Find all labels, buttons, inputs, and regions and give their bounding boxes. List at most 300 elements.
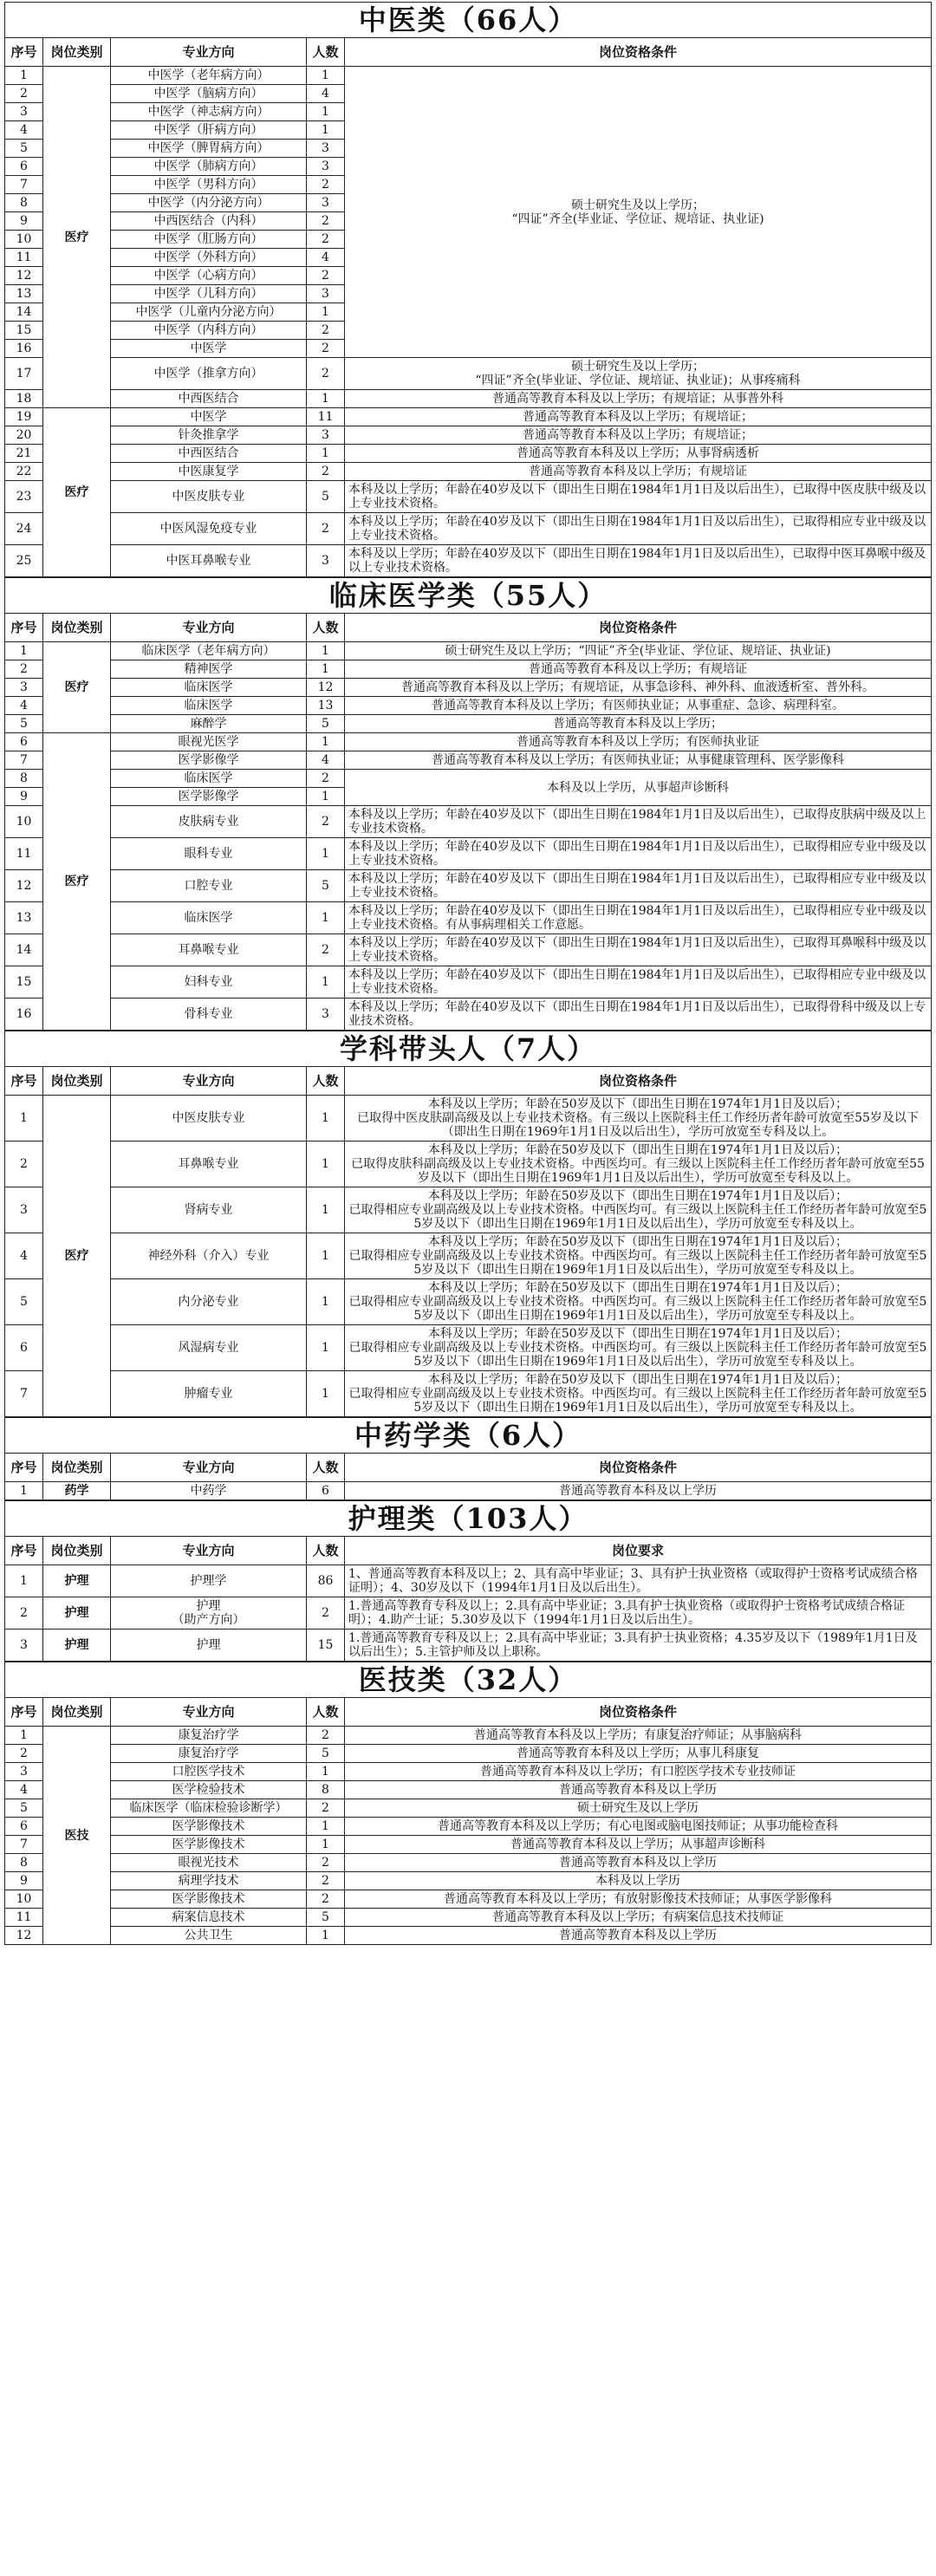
table-row xyxy=(5,660,932,679)
header-major: 专业方向 xyxy=(111,1067,307,1096)
row-major: 中医学（脑病方向） xyxy=(111,85,307,103)
table-row xyxy=(5,870,932,902)
row-requirements: 1、普通高等教育本科及以上；2、具有高中毕业证；3、具有护士执业资格（或取得护士资格考试成绩合格证明）；4、30岁及以下（1994年1月1日及以后出生）。 xyxy=(345,1565,932,1597)
row-major: 内分泌专业 xyxy=(111,1279,307,1325)
row-count: 1 xyxy=(307,1096,345,1142)
row-major: 中医学（儿科方向） xyxy=(111,285,307,303)
section-2 xyxy=(4,1031,932,1417)
section-title: 临床医学类（55人） xyxy=(4,577,932,613)
row-count: 5 xyxy=(307,715,345,733)
row-requirements: 1.普通高等教育专科及以上；2.具有高中毕业证；3.具有护士执业资格；4.35岁及以下（1989年1月1日及以后出生）；5.主管护师及以上职称。 xyxy=(345,1630,932,1662)
row-count: 1 xyxy=(307,121,345,140)
header-category: 岗位类别 xyxy=(43,1067,111,1096)
row-major: 中医学（脾胃病方向） xyxy=(111,140,307,158)
header-count: 人数 xyxy=(307,1698,345,1727)
row-major: 医学影像学 xyxy=(111,751,307,770)
row-no: 12 xyxy=(5,870,43,902)
row-no: 24 xyxy=(5,513,43,545)
row-no: 15 xyxy=(5,322,43,340)
row-requirements: 普通高等教育本科及以上学历；有规培证 xyxy=(345,660,932,679)
row-count: 11 xyxy=(307,408,345,426)
row-major: 精神医学 xyxy=(111,660,307,679)
row-requirements: 硕士研究生及以上学历； “四证”齐全(毕业证、学位证、规培证、执业证)；从事疼痛科 xyxy=(345,358,932,390)
row-requirements: 硕士研究生及以上学历； “四证”齐全(毕业证、学位证、规培证、执业证) xyxy=(345,67,932,358)
row-category: 医技 xyxy=(43,1727,111,1945)
table-row xyxy=(5,642,932,660)
row-major: 医学影像技术 xyxy=(111,1836,307,1854)
table-row xyxy=(5,1279,932,1325)
row-major: 眼视光技术 xyxy=(111,1854,307,1872)
row-no: 5 xyxy=(5,1279,43,1325)
section-title: 护理类（103人） xyxy=(4,1500,932,1536)
table-row xyxy=(5,445,932,463)
row-major: 中医学（心病方向） xyxy=(111,267,307,285)
row-major: 病理学技术 xyxy=(111,1872,307,1890)
table-row xyxy=(5,1597,932,1630)
row-no: 6 xyxy=(5,1818,43,1836)
header-no: 序号 xyxy=(5,1454,43,1482)
row-no: 15 xyxy=(5,966,43,999)
table-row xyxy=(5,545,932,577)
section-5 xyxy=(4,1662,932,1945)
row-count: 2 xyxy=(307,212,345,231)
row-no: 1 xyxy=(5,642,43,660)
table-row xyxy=(5,1727,932,1745)
table-row xyxy=(5,966,932,999)
row-count: 2 xyxy=(307,231,345,249)
row-no: 18 xyxy=(5,390,43,408)
table-row xyxy=(5,513,932,545)
row-category: 护理 xyxy=(43,1630,111,1662)
row-no: 10 xyxy=(5,231,43,249)
section-3 xyxy=(4,1417,932,1500)
section-4 xyxy=(4,1500,932,1662)
row-count: 2 xyxy=(307,1799,345,1818)
row-requirements: 普通高等教育本科及以上学历；有心电图或脑电图技师证；从事功能检查科 xyxy=(345,1818,932,1836)
row-major: 中西医结合 xyxy=(111,390,307,408)
row-major: 临床医学 xyxy=(111,770,307,788)
row-no: 16 xyxy=(5,999,43,1031)
row-requirements: 本科及以上学历；年龄在50岁及以下（即出生日期在1974年1月1日及以后）； 已取得中医皮肤副高级及以上专业技术资格。有三级以上医院科主任工作经历者年龄可放宽至55岁及以下（即出生日期在1969年1月1日及以后出生），学历可放宽至专科及以上。 xyxy=(345,1096,932,1142)
row-requirements: 普通高等教育本科及以上学历；有医师执业证 xyxy=(345,733,932,751)
row-count: 1 xyxy=(307,303,345,322)
row-count: 3 xyxy=(307,285,345,303)
row-major: 康复治疗学 xyxy=(111,1745,307,1763)
row-major: 中医康复学 xyxy=(111,463,307,481)
row-count: 12 xyxy=(307,679,345,697)
row-count: 5 xyxy=(307,1909,345,1927)
section-table xyxy=(4,37,932,577)
header-row xyxy=(5,1454,932,1482)
table-row xyxy=(5,1325,932,1371)
header-major: 专业方向 xyxy=(111,614,307,642)
row-no: 3 xyxy=(5,103,43,121)
row-major: 中医学（推拿方向） xyxy=(111,358,307,390)
row-count: 2 xyxy=(307,1890,345,1909)
row-no: 12 xyxy=(5,267,43,285)
section-table xyxy=(4,1066,932,1417)
row-major: 口腔医学技术 xyxy=(111,1763,307,1781)
row-no: 11 xyxy=(5,249,43,267)
header-row xyxy=(5,614,932,642)
section-table xyxy=(4,1697,932,1945)
row-major: 临床医学 xyxy=(111,902,307,934)
row-major: 耳鼻喉专业 xyxy=(111,1142,307,1187)
header-requirements: 岗位资格条件 xyxy=(345,1454,932,1482)
row-count: 3 xyxy=(307,140,345,158)
header-category: 岗位类别 xyxy=(43,1698,111,1727)
row-requirements: 普通高等教育本科及以上学历；有规培证，从事急诊科、神外科、血液透析室、普外科。 xyxy=(345,679,932,697)
header-major: 专业方向 xyxy=(111,38,307,67)
header-row xyxy=(5,1537,932,1565)
row-count: 3 xyxy=(307,545,345,577)
section-title: 中医类（66人） xyxy=(4,2,932,37)
row-major: 中药学 xyxy=(111,1482,307,1500)
header-count: 人数 xyxy=(307,38,345,67)
table-row xyxy=(5,1371,932,1417)
header-category: 岗位类别 xyxy=(43,1537,111,1565)
table-row xyxy=(5,679,932,697)
header-requirements: 岗位资格条件 xyxy=(345,614,932,642)
section-table xyxy=(4,1536,932,1662)
row-no: 9 xyxy=(5,1872,43,1890)
table-row xyxy=(5,1233,932,1279)
row-count: 1 xyxy=(307,902,345,934)
section-0 xyxy=(4,2,932,577)
row-no: 10 xyxy=(5,1890,43,1909)
row-no: 16 xyxy=(5,340,43,358)
row-no: 7 xyxy=(5,1836,43,1854)
row-major: 中医学（神志病方向） xyxy=(111,103,307,121)
table-row xyxy=(5,733,932,751)
row-major: 口腔专业 xyxy=(111,870,307,902)
header-requirements: 岗位资格条件 xyxy=(345,1698,932,1727)
row-count: 2 xyxy=(307,770,345,788)
row-count: 1 xyxy=(307,642,345,660)
header-major: 专业方向 xyxy=(111,1537,307,1565)
row-no: 7 xyxy=(5,176,43,194)
row-no: 23 xyxy=(5,481,43,513)
header-requirements: 岗位资格条件 xyxy=(345,38,932,67)
table-row xyxy=(5,770,932,788)
row-major: 医学影像技术 xyxy=(111,1890,307,1909)
row-major: 中医学（内分泌方向） xyxy=(111,194,307,212)
row-no: 2 xyxy=(5,85,43,103)
row-requirements: 普通高等教育本科及以上学历 xyxy=(345,1781,932,1799)
row-major: 公共卫生 xyxy=(111,1927,307,1945)
row-major: 临床医学（老年病方向） xyxy=(111,642,307,660)
row-count: 3 xyxy=(307,426,345,445)
row-count: 1 xyxy=(307,838,345,870)
table-row xyxy=(5,1565,932,1597)
row-requirements: 普通高等教育本科及以上学历；有医师执业证；从事健康管理科、医学影像科 xyxy=(345,751,932,770)
row-major: 肾病专业 xyxy=(111,1187,307,1233)
section-table xyxy=(4,613,932,1031)
table-row xyxy=(5,999,932,1031)
table-row xyxy=(5,1927,932,1945)
table-row xyxy=(5,838,932,870)
row-count: 1 xyxy=(307,1371,345,1417)
row-count: 2 xyxy=(307,176,345,194)
row-major: 耳鼻喉专业 xyxy=(111,934,307,966)
row-major: 临床医学 xyxy=(111,697,307,715)
row-count: 1 xyxy=(307,1818,345,1836)
row-major: 皮肤病专业 xyxy=(111,806,307,838)
row-no: 4 xyxy=(5,1781,43,1799)
header-no: 序号 xyxy=(5,1698,43,1727)
row-requirements: 普通高等教育本科及以上学历 xyxy=(345,1854,932,1872)
row-major: 中医学（外科方向） xyxy=(111,249,307,267)
table-row xyxy=(5,934,932,966)
row-count: 1 xyxy=(307,445,345,463)
row-requirements: 普通高等教育本科及以上学历；有规培证； xyxy=(345,408,932,426)
row-count: 2 xyxy=(307,358,345,390)
row-count: 5 xyxy=(307,870,345,902)
table-row xyxy=(5,902,932,934)
table-row xyxy=(5,1142,932,1187)
row-count: 5 xyxy=(307,1745,345,1763)
row-no: 7 xyxy=(5,1371,43,1417)
table-row xyxy=(5,1909,932,1927)
row-category: 医疗 xyxy=(43,408,111,577)
header-no: 序号 xyxy=(5,1067,43,1096)
row-no: 11 xyxy=(5,838,43,870)
row-count: 2 xyxy=(307,267,345,285)
row-category: 医疗 xyxy=(43,67,111,408)
header-row xyxy=(5,1698,932,1727)
row-count: 4 xyxy=(307,751,345,770)
row-no: 21 xyxy=(5,445,43,463)
row-requirements: 普通高等教育本科及以上学历；有病案信息技术技师证 xyxy=(345,1909,932,1927)
row-requirements: 普通高等教育本科及以上学历；有康复治疗师证；从事脑病科 xyxy=(345,1727,932,1745)
row-count: 4 xyxy=(307,85,345,103)
table-row xyxy=(5,1630,932,1662)
row-requirements: 本科及以上学历 xyxy=(345,1872,932,1890)
row-count: 5 xyxy=(307,481,345,513)
table-row xyxy=(5,1854,932,1872)
row-no: 3 xyxy=(5,1763,43,1781)
row-requirements: 普通高等教育本科及以上学历；有规培证 xyxy=(345,463,932,481)
row-major: 中医皮肤专业 xyxy=(111,1096,307,1142)
row-no: 13 xyxy=(5,902,43,934)
row-no: 9 xyxy=(5,212,43,231)
table-row xyxy=(5,358,932,390)
table-row xyxy=(5,806,932,838)
row-no: 5 xyxy=(5,715,43,733)
row-no: 7 xyxy=(5,751,43,770)
row-requirements: 本科及以上学历；年龄在50岁及以下（即出生日期在1974年1月1日及以后）； 已取得相应专业副高级及以上专业技术资格。中西医均可。有三级以上医院科主任工作经历者年龄可放宽至55岁及以下（即出生日期在1969年1月1日及以后出生），学历可放宽至专科及以上。 xyxy=(345,1187,932,1233)
row-no: 1 xyxy=(5,1096,43,1142)
row-no: 13 xyxy=(5,285,43,303)
row-count: 86 xyxy=(307,1565,345,1597)
row-major: 眼视光医学 xyxy=(111,733,307,751)
row-no: 8 xyxy=(5,770,43,788)
row-major: 中医学（老年病方向） xyxy=(111,67,307,85)
header-count: 人数 xyxy=(307,614,345,642)
header-major: 专业方向 xyxy=(111,1454,307,1482)
row-count: 1 xyxy=(307,1836,345,1854)
row-no: 9 xyxy=(5,788,43,806)
header-count: 人数 xyxy=(307,1067,345,1096)
row-no: 2 xyxy=(5,1597,43,1630)
row-no: 22 xyxy=(5,463,43,481)
table-row xyxy=(5,1890,932,1909)
row-count: 1 xyxy=(307,788,345,806)
row-no: 8 xyxy=(5,1854,43,1872)
row-major: 针灸推拿学 xyxy=(111,426,307,445)
row-requirements: 本科及以上学历；年龄在50岁及以下（即出生日期在1974年1月1日及以后）； 已取得相应专业副高级及以上专业技术资格。中西医均可。有三级以上医院科主任工作经历者年龄可放宽至55岁及以下（即出生日期在1969年1月1日及以后出生），学历可放宽至专科及以上。 xyxy=(345,1279,932,1325)
row-no: 1 xyxy=(5,1565,43,1597)
row-no: 14 xyxy=(5,934,43,966)
table-row xyxy=(5,1187,932,1233)
row-category: 护理 xyxy=(43,1565,111,1597)
row-major: 护理 xyxy=(111,1630,307,1662)
row-no: 14 xyxy=(5,303,43,322)
row-requirements: 硕士研究生及以上学历 xyxy=(345,1799,932,1818)
row-requirements: 本科及以上学历；年龄在40岁及以下（即出生日期在1984年1月1日及以后出生），已取得相应专业中级及以上专业技术资格。 xyxy=(345,838,932,870)
row-no: 1 xyxy=(5,1727,43,1745)
row-count: 3 xyxy=(307,999,345,1031)
table-row xyxy=(5,481,932,513)
row-major: 中医学（男科方向） xyxy=(111,176,307,194)
table-row xyxy=(5,1482,932,1500)
row-requirements: 本科及以上学历；年龄在50岁及以下（即出生日期在1974年1月1日及以后）； 已取得皮肤科副高级及以上专业技术资格。中西医均可。有三级以上医院科主任工作经历者年龄可放宽至55岁及以下（即出生日期在1969年1月1日及以后出生），学历可放宽至专科及以上。 xyxy=(345,1142,932,1187)
table-row xyxy=(5,1799,932,1818)
table-row xyxy=(5,1781,932,1799)
row-major: 眼科专业 xyxy=(111,838,307,870)
row-count: 1 xyxy=(307,1325,345,1371)
row-no: 10 xyxy=(5,806,43,838)
table-row xyxy=(5,426,932,445)
row-major: 麻醉学 xyxy=(111,715,307,733)
row-count: 1 xyxy=(307,1279,345,1325)
row-major: 中西医结合（内科） xyxy=(111,212,307,231)
row-no: 20 xyxy=(5,426,43,445)
row-major: 中医学（内科方向） xyxy=(111,322,307,340)
row-requirements: 本科及以上学历；年龄在40岁及以下（即出生日期在1984年1月1日及以后出生），已取得骨科中级及以上专业技术资格。 xyxy=(345,999,932,1031)
row-major: 医学影像学 xyxy=(111,788,307,806)
row-count: 1 xyxy=(307,1187,345,1233)
row-count: 2 xyxy=(307,1872,345,1890)
row-no: 11 xyxy=(5,1909,43,1927)
header-no: 序号 xyxy=(5,614,43,642)
row-requirements: 普通高等教育本科及以上学历；从事儿科康复 xyxy=(345,1745,932,1763)
row-major: 中医学（肛肠方向） xyxy=(111,231,307,249)
row-major: 病案信息技术 xyxy=(111,1909,307,1927)
row-count: 1 xyxy=(307,1763,345,1781)
row-major: 医学检验技术 xyxy=(111,1781,307,1799)
header-row xyxy=(5,1067,932,1096)
row-no: 2 xyxy=(5,1745,43,1763)
row-requirements: 普通高等教育本科及以上学历；从事超声诊断科 xyxy=(345,1836,932,1854)
section-title: 中药学类（6人） xyxy=(4,1417,932,1453)
row-requirements: 本科及以上学历，从事超声诊断科 xyxy=(345,770,932,806)
row-no: 5 xyxy=(5,1799,43,1818)
row-major: 康复治疗学 xyxy=(111,1727,307,1745)
row-count: 1 xyxy=(307,966,345,999)
header-count: 人数 xyxy=(307,1454,345,1482)
row-count: 2 xyxy=(307,934,345,966)
header-major: 专业方向 xyxy=(111,1698,307,1727)
row-requirements: 普通高等教育本科及以上学历；有放射影像技术技师证；从事医学影像科 xyxy=(345,1890,932,1909)
header-category: 岗位类别 xyxy=(43,614,111,642)
row-count: 3 xyxy=(307,194,345,212)
header-row xyxy=(5,38,932,67)
row-major: 临床医学（临床检验诊断学） xyxy=(111,1799,307,1818)
row-count: 2 xyxy=(307,1597,345,1630)
row-no: 12 xyxy=(5,1927,43,1945)
row-major: 护理学 xyxy=(111,1565,307,1597)
row-major: 中医学 xyxy=(111,340,307,358)
row-major: 中西医结合 xyxy=(111,445,307,463)
table-row xyxy=(5,1763,932,1781)
row-major: 神经外科（介入）专业 xyxy=(111,1233,307,1279)
header-no: 序号 xyxy=(5,38,43,67)
row-major: 中医学（肺病方向） xyxy=(111,158,307,176)
row-requirements: 普通高等教育本科及以上学历；从事肾病透析 xyxy=(345,445,932,463)
table-row xyxy=(5,715,932,733)
row-requirements: 普通高等教育本科及以上学历； xyxy=(345,715,932,733)
row-major: 肿瘤专业 xyxy=(111,1371,307,1417)
row-requirements: 本科及以上学历；年龄在40岁及以下（即出生日期在1984年1月1日及以后出生），已取得相应专业中级及以上专业技术资格。 xyxy=(345,513,932,545)
row-major: 妇科专业 xyxy=(111,966,307,999)
header-category: 岗位类别 xyxy=(43,38,111,67)
table-row xyxy=(5,697,932,715)
row-category: 医疗 xyxy=(43,1096,111,1417)
table-row xyxy=(5,751,932,770)
row-no: 3 xyxy=(5,1630,43,1662)
row-major: 中医学（儿童内分泌方向） xyxy=(111,303,307,322)
section-1 xyxy=(4,577,932,1031)
row-requirements: 普通高等教育本科及以上学历；有规培证；从事普外科 xyxy=(345,390,932,408)
header-requirements: 岗位要求 xyxy=(345,1537,932,1565)
row-no: 6 xyxy=(5,1325,43,1371)
row-major: 中医学（肝病方向） xyxy=(111,121,307,140)
row-count: 13 xyxy=(307,697,345,715)
row-no: 6 xyxy=(5,158,43,176)
row-no: 2 xyxy=(5,660,43,679)
row-no: 17 xyxy=(5,358,43,390)
section-title: 学科带头人（7人） xyxy=(4,1031,932,1066)
row-requirements: 普通高等教育本科及以上学历；有规培证； xyxy=(345,426,932,445)
row-major: 护理 （助产方向） xyxy=(111,1597,307,1630)
row-no: 2 xyxy=(5,1142,43,1187)
row-major: 临床医学 xyxy=(111,679,307,697)
row-no: 6 xyxy=(5,733,43,751)
header-category: 岗位类别 xyxy=(43,1454,111,1482)
row-count: 1 xyxy=(307,67,345,85)
row-count: 2 xyxy=(307,463,345,481)
row-major: 中医风湿免疫专业 xyxy=(111,513,307,545)
table-row xyxy=(5,1836,932,1854)
row-count: 1 xyxy=(307,733,345,751)
row-no: 19 xyxy=(5,408,43,426)
table-row xyxy=(5,1818,932,1836)
table-row xyxy=(5,463,932,481)
table-row xyxy=(5,1872,932,1890)
table-row xyxy=(5,408,932,426)
table-row xyxy=(5,1745,932,1763)
row-category: 医疗 xyxy=(43,642,111,733)
row-count: 8 xyxy=(307,1781,345,1799)
row-requirements: 本科及以上学历；年龄在40岁及以下（即出生日期在1984年1月1日及以后出生），已取得耳鼻喉科中级及以上专业技术资格。 xyxy=(345,934,932,966)
row-major: 中医皮肤专业 xyxy=(111,481,307,513)
row-requirements: 普通高等教育本科及以上学历；有口腔医学技术专业技师证 xyxy=(345,1763,932,1781)
header-requirements: 岗位资格条件 xyxy=(345,1067,932,1096)
row-requirements: 本科及以上学历；年龄在50岁及以下（即出生日期在1974年1月1日及以后）； 已取得相应专业副高级及以上专业技术资格。中西医均可。有三级以上医院科主任工作经历者年龄可放宽至55岁及以下（即出生日期在1969年1月1日及以后出生），学历可放宽至专科及以上。 xyxy=(345,1325,932,1371)
row-major: 中医耳鼻喉专业 xyxy=(111,545,307,577)
row-count: 1 xyxy=(307,1233,345,1279)
